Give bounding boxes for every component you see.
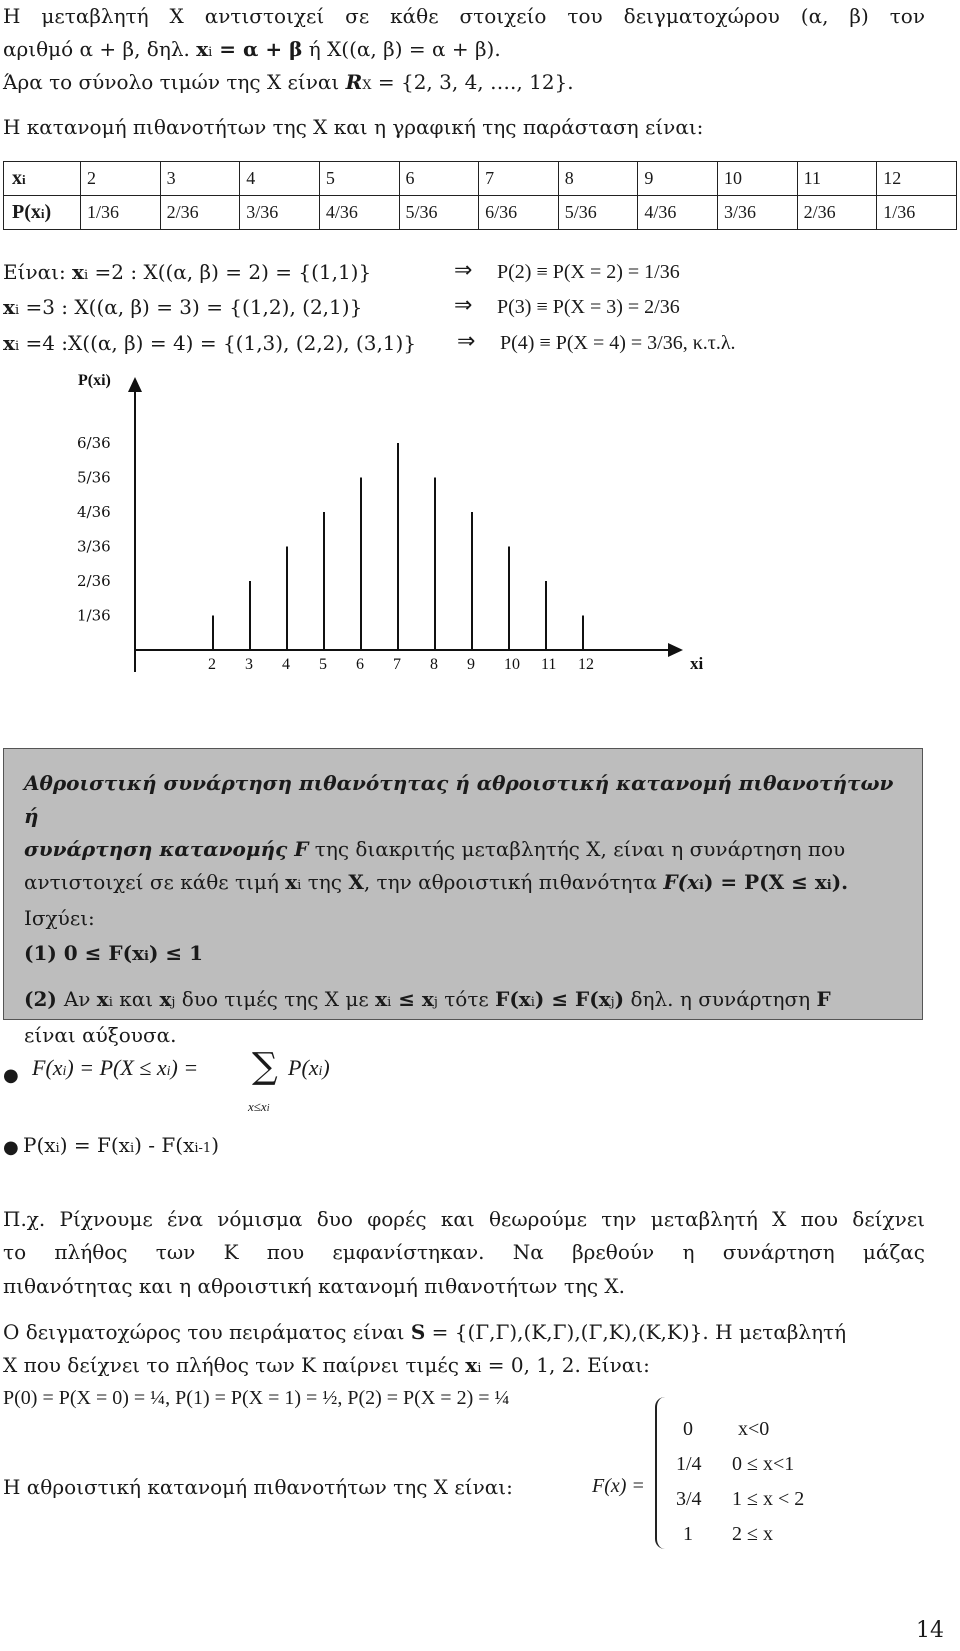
example-set: =2 : Χ((α, β) = 2) = {(1,1)} — [88, 260, 372, 284]
header-p-end: ) — [44, 201, 52, 223]
x-axis-arrow-icon — [668, 643, 683, 657]
cell-x: 8 — [558, 162, 638, 196]
var-X: X — [348, 870, 364, 894]
sum-index-text: x≤x — [248, 1099, 267, 1114]
example-set: =4 :Χ((α, β) = 4) = {(1,3), (2,2), (3,1)} — [19, 331, 417, 355]
x-tick-label: 5 — [319, 656, 327, 673]
cell-x: 5 — [319, 162, 399, 196]
header-p: P(x — [12, 201, 41, 223]
x-tick-label: 12 — [578, 656, 594, 673]
sum-expression: = α + β — [212, 37, 303, 61]
y-tick-label: 5/36 — [77, 468, 111, 487]
definition-box — [3, 748, 923, 1047]
range-symbol: R — [345, 70, 363, 94]
subscript-i: i — [108, 995, 113, 1010]
y-tick-label: 3/36 — [77, 537, 111, 556]
property-2-text: δυο τιμές της Χ με — [175, 987, 376, 1011]
subscript-i: i — [62, 1064, 67, 1079]
example-text-4 — [3, 1315, 846, 1349]
header-x-sub: i — [22, 172, 26, 187]
subscript-i: i — [297, 878, 302, 893]
cell-p: 1/36 — [877, 196, 957, 230]
formula-text: ) — [211, 1133, 219, 1157]
case-value: 1/4 — [676, 1453, 702, 1475]
y-tick-label: 1/36 — [77, 606, 111, 625]
subscript-i: i — [826, 878, 832, 893]
example-text: Χ που δείχνει το πλήθος των Κ παίρνει τιμές — [3, 1353, 466, 1377]
range-set: = {2, 3, 4, …., 12}. — [371, 70, 574, 94]
case-value: 0 — [683, 1418, 693, 1440]
var-x: x — [465, 1353, 478, 1377]
subscript-i: i — [266, 1103, 270, 1114]
x-tick-label: 2 — [208, 656, 216, 673]
cell-p: 2/36 — [160, 196, 240, 230]
y-axis-label: P(xi) — [78, 372, 111, 389]
x-tick-label: 6 — [356, 656, 364, 673]
cell-p: 1/36 — [81, 196, 161, 230]
case-value: 1 — [683, 1523, 693, 1545]
row-header-x — [4, 162, 81, 196]
example-text: Ο δειγματοχώρος του πειράματος είναι — [3, 1320, 411, 1344]
subscript-i: i — [55, 1141, 60, 1156]
y-axis-arrow-icon — [128, 377, 142, 392]
var-x: x — [375, 987, 388, 1011]
subscript-i: i — [387, 995, 392, 1010]
formula-text: ) = P(X ≤ x — [66, 1055, 167, 1080]
subscript-i: i — [14, 339, 20, 354]
x-tick-label: 4 — [282, 656, 290, 673]
formula-text: P(x — [23, 1133, 56, 1157]
var-x: x — [96, 987, 109, 1011]
cell-x: 12 — [877, 162, 957, 196]
example-text: = {(Γ,Γ),(Κ,Γ),(Γ,Κ),(Κ,Κ)}. Η μεταβλητή — [425, 1320, 847, 1344]
intro-line-1: Η μεταβλητή Χ αντιστοιχεί σε κάθε στοιχείο του δειγματοχώρου (α, β) τον — [3, 4, 925, 28]
formula-text: ) — [322, 1055, 330, 1080]
intro-line-3 — [3, 65, 574, 103]
subscript-j: j — [433, 995, 438, 1010]
probability-chart — [0, 365, 960, 725]
case-condition: x<0 — [738, 1418, 770, 1440]
example-prob-2: P(3) ≡ P(X = 3) = 2/36 — [497, 296, 680, 318]
cell-x: 6 — [399, 162, 479, 196]
definition-line-3 — [24, 866, 904, 902]
cell-p: 5/36 — [558, 196, 638, 230]
x-tick-label: 11 — [541, 656, 557, 673]
example-text: = 0, 1, 2. Είναι: — [481, 1353, 650, 1377]
brace-icon — [655, 1397, 671, 1549]
definition-line-2 — [24, 833, 904, 866]
row-header-p — [4, 196, 81, 230]
subscript-i: i — [129, 1141, 135, 1156]
cell-p: 6/36 — [479, 196, 559, 230]
example-probabilities: P(0) = P(X = 0) = ¼, P(1) = P(X = 1) = ½, P(2) = P(X = 2) = ¼ — [3, 1387, 510, 1409]
subscript-i: i — [144, 949, 149, 964]
y-tick-label: 6/36 — [77, 434, 111, 452]
header-x: x — [12, 167, 22, 189]
var-x: x — [159, 987, 172, 1011]
example-prob-3: P(4) ≡ P(X = 4) = 3/36, κ.τ.λ. — [500, 332, 736, 354]
cdf-expression: ) — [614, 987, 625, 1011]
cell-p: 2/36 — [797, 196, 877, 230]
var-F: F — [816, 987, 831, 1011]
var-x: x — [196, 37, 209, 61]
formula-text: ) = — [170, 1055, 199, 1080]
cell-x: 7 — [479, 162, 559, 196]
var-F: F — [294, 837, 309, 861]
var-x: x — [3, 295, 15, 319]
implies-icon: ⇒ — [457, 329, 476, 354]
subscript-i: i — [530, 995, 535, 1010]
example-set: =3 : Χ((α, β) = 3) = {(1,2), (2,1)} — [19, 295, 363, 319]
var-x: x — [72, 260, 84, 284]
subscript-i: i — [318, 1064, 323, 1079]
definition-title-2: συνάρτηση κατανομής — [24, 837, 295, 861]
formula-text: P(x — [288, 1055, 319, 1080]
var-x: x — [285, 870, 298, 894]
example-text-3: πιθανότητας και η αθροιστική κατανομή πιθανοτήτων της Χ. — [3, 1274, 626, 1298]
cell-p: 3/36 — [240, 196, 320, 230]
subscript-i: i — [477, 1361, 482, 1376]
y-tick-label: 4/36 — [77, 503, 111, 521]
definition-text: αντιστοιχεί σε κάθε τιμή — [24, 870, 286, 894]
cdf-expression: ) = P(X ≤ x — [703, 870, 827, 894]
implies-icon: ⇒ — [454, 293, 473, 318]
cdf-expression: ). — [831, 870, 849, 894]
x-tick-label: 7 — [393, 656, 401, 673]
property-2-end: είναι αύξουσα. — [24, 1023, 177, 1047]
intro-line-2-end: ή Χ((α, β) = α + β). — [302, 37, 501, 61]
case-condition: 0 ≤ x<1 — [732, 1453, 795, 1475]
bullet-icon: ● — [3, 1065, 19, 1086]
formula-text: F(x — [32, 1055, 63, 1080]
example-line-3 — [3, 326, 416, 364]
property-2-text: τότε — [437, 987, 496, 1011]
definition-holds: Ισχύει: — [24, 906, 95, 930]
property-2-text: δηλ. η συνάρτηση — [624, 987, 817, 1011]
property-1-end: ) ≤ 1 — [148, 941, 204, 965]
x-tick-label: 10 — [504, 656, 520, 673]
property-2-num: (2) — [24, 987, 64, 1011]
subscript-j: j — [610, 995, 615, 1010]
formula-text: ) - F(x — [134, 1133, 195, 1157]
header-p-sub: i — [40, 206, 45, 221]
property-1 — [24, 937, 904, 973]
subscript-i: i — [14, 303, 20, 318]
subscript-i: i — [166, 1064, 171, 1079]
x-axis-label: xi — [690, 654, 704, 673]
x-tick-label: 9 — [467, 656, 475, 673]
cdf-expression: ) ≤ F(x — [534, 987, 611, 1011]
intro-line-3-text: Άρα το σύνολο τιμών της Χ είναι — [3, 70, 346, 94]
example-line-1 — [3, 255, 371, 293]
case-value: 3/4 — [676, 1488, 702, 1510]
property-2-text: Αν — [63, 987, 97, 1011]
sum-index — [248, 1099, 269, 1115]
cell-x: 2 — [81, 162, 161, 196]
case-condition: 2 ≤ x — [732, 1523, 773, 1545]
cdf-expression: F(x — [495, 987, 531, 1011]
example-prefix: Είναι: — [3, 260, 73, 284]
var-x: ≤ x — [391, 987, 434, 1011]
property-2-text: και — [112, 987, 160, 1011]
definition-text: , την αθροιστική πιθανότητα — [363, 870, 664, 894]
cell-p: 5/36 — [399, 196, 479, 230]
cell-p: 3/36 — [718, 196, 798, 230]
table-row-x — [4, 162, 957, 196]
subscript-i: i — [83, 268, 89, 283]
bullet-icon: ● — [3, 1137, 19, 1158]
sum-icon: ∑ — [252, 1046, 278, 1087]
subscript-i-minus-1: i-1 — [194, 1141, 212, 1156]
cdf-expression: F(x — [663, 870, 700, 894]
cell-x: 3 — [160, 162, 240, 196]
example-text-2: το πλήθος των Κ που εμφανίστηκαν. Να βρεθούν η συνάρτηση μάζας — [3, 1240, 925, 1264]
y-tick-label: 2/36 — [77, 572, 111, 590]
definition-title-1: Αθροιστική συνάρτηση πιθανότητας ή αθροιστική κατανομή πιθανοτήτων ή — [24, 771, 894, 828]
formula-cdf — [32, 1055, 198, 1081]
example-line-2 — [3, 290, 362, 328]
range-subscript: X — [362, 78, 372, 93]
formula-text: ) = F(x — [59, 1133, 130, 1157]
property-1-text: (1) 0 ≤ F(x — [24, 941, 144, 965]
formula-pmf — [23, 1128, 219, 1166]
var-x: x — [3, 331, 15, 355]
distribution-table — [3, 161, 957, 230]
cell-p: 4/36 — [319, 196, 399, 230]
cell-p: 4/36 — [638, 196, 718, 230]
intro-line-2-text: αριθμό α + β, δηλ. — [3, 37, 197, 61]
cell-x: 4 — [240, 162, 320, 196]
definition-text: της διακριτής μεταβλητής Χ, είναι η συνάρτηση που — [308, 837, 846, 861]
formula-sum-term — [288, 1055, 330, 1081]
intro-line-4: Η κατανομή πιθανοτήτων της Χ και η γραφική της παράσταση είναι: — [3, 115, 704, 139]
example-prob-1: P(2) ≡ P(X = 2) = 1/36 — [497, 261, 680, 283]
cell-x: 11 — [797, 162, 877, 196]
subscript-i: i — [699, 878, 704, 893]
table-row-p — [4, 196, 957, 230]
sample-space-symbol: S — [410, 1320, 426, 1344]
cdf-label: F(x) = — [592, 1475, 645, 1497]
subscript-i: i — [208, 45, 213, 60]
definition-text: της — [301, 870, 349, 894]
x-tick-label: 3 — [245, 656, 253, 673]
case-condition: 1 ≤ x < 2 — [732, 1488, 805, 1510]
property-2 — [24, 983, 904, 1019]
example-cdf-intro: Η αθροιστική κατανομή πιθανοτήτων της Χ είναι: — [3, 1475, 513, 1499]
implies-icon: ⇒ — [454, 258, 473, 283]
cell-x: 9 — [638, 162, 718, 196]
example-text-1: Π.χ. Ρίχνουμε ένα νόμισμα δυο φορές και θεωρούμε την μεταβλητή Χ που δείχνει — [3, 1207, 925, 1231]
subscript-j: j — [171, 995, 176, 1010]
x-tick-label: 8 — [430, 656, 438, 673]
cell-x: 10 — [718, 162, 798, 196]
page-number: 14 — [916, 1618, 944, 1643]
